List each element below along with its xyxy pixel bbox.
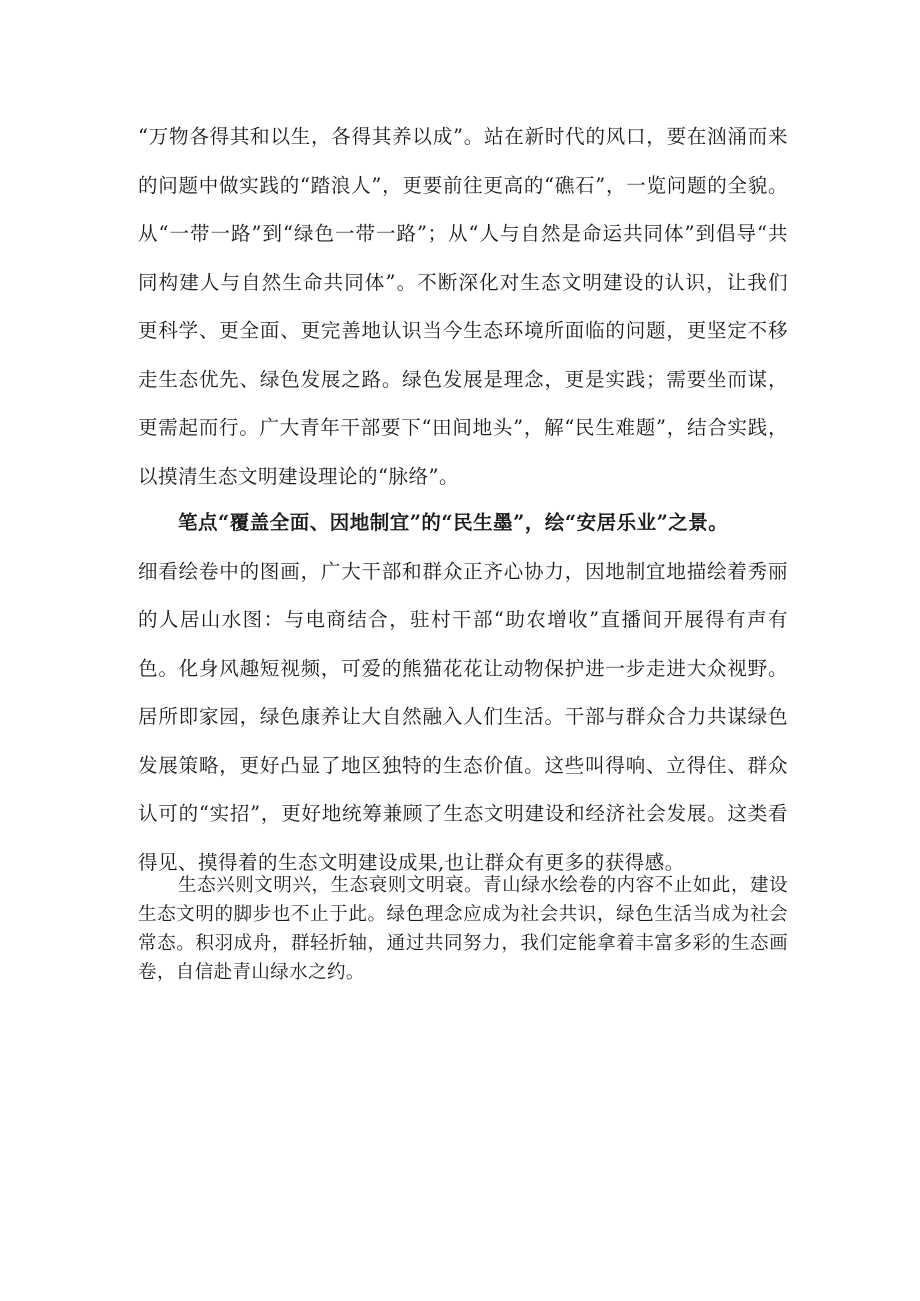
paragraph-livelihood <box>138 499 788 887</box>
paragraph-text: 细看绘卷中的图画，广大干部和群众正齐心协力，因地制宜地描绘着秀丽的人居山水图：与电商结合，驻村干部“助农增收”直播间开展得有声有色。化身风趣短视频，可爱的熊猫花花让动物保护进一步走进大众视野。居所即家园，绿色康养让大自然融入人们生活。干部与群众合力共谋绿色发展策略，更好凸显了地区独特的生态价值。这些叫得响、立得住、群众认可的“实招”，更好地统筹兼顾了生态文明建设和经济社会发展。这类看得见、摸得着的生态文明建设成果,也让群众有更多的获得感。 <box>138 559 788 874</box>
paragraph-text: “万物各得其和以生，各得其养以成”。站在新时代的风口，要在汹涌而来的问题中做实践的“踏浪人”，更要前往更高的“礁石”，一览问题的全貌。从“一带一路”到“绿色一带一路”；从“人与自然是命运共同体”到倡导“共同构建人与自然生命共同体”。不断深化对生态文明建设的认识，让我们更科学、更全面、更完善地认识当今生态环境所面临的问题，更坚定不移走生态优先、绿色发展之路。绿色发展是理念，更是实践；需要坐而谋，更需起而行。广大青年干部要下“田间地头”，解“民生难题”，结合实践，以摸清生态文明建设理论的“脉络”。 <box>138 125 788 488</box>
paragraph-ecology-theory <box>138 113 788 501</box>
paragraph-conclusion <box>138 871 788 987</box>
paragraph-text: 生态兴则文明兴，生态衰则文明衰。青山绿水绘卷的内容不止如此，建设生态文明的脚步也不止于此。绿色理念应成为社会共识，绿色生活当成为社会常态。积羽成舟，群轻折轴，通过共同努力，我们定能拿着丰富多彩的生态画卷，自信赴青山绿水之约。 <box>138 875 788 983</box>
paragraph-lead-sentence: 笔点“覆盖全面、因地制宜”的“民生墨”，绘“安居乐业”之景。 <box>178 511 729 534</box>
